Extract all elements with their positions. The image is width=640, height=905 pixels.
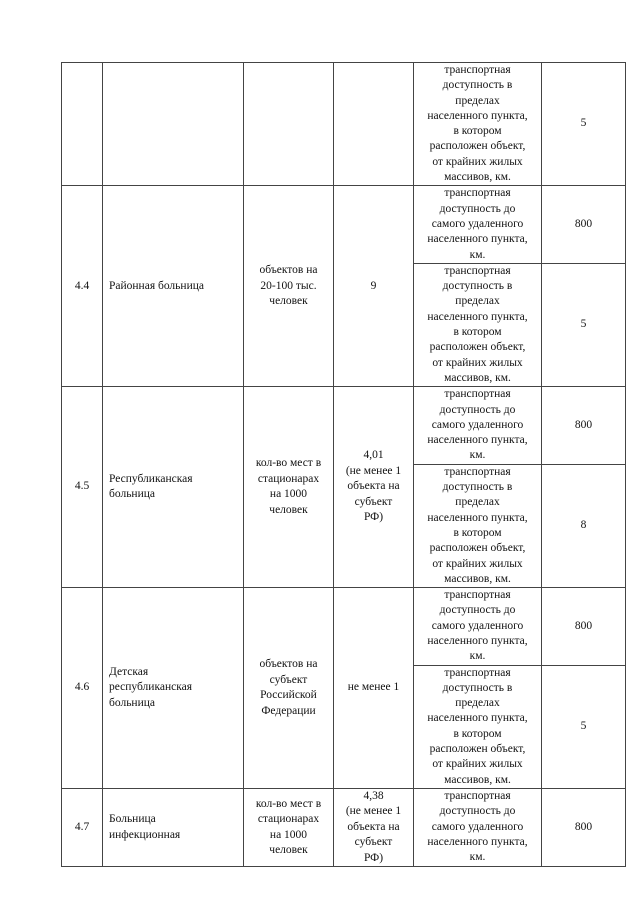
cell-number: 4.7 <box>62 788 103 867</box>
table-row <box>62 63 626 186</box>
cell-value: 8 <box>542 464 626 587</box>
cell-unit: кол-во мест в стационарах на 1000 человек <box>244 387 334 588</box>
cell-unit <box>244 63 334 186</box>
cell-norm: 4,38 (не менее 1 объекта на субъект РФ) <box>334 788 414 867</box>
cell-number <box>62 63 103 186</box>
cell-name: Республиканская больница <box>103 387 244 588</box>
cell-name: Детская республиканская больница <box>103 588 244 789</box>
cell-criterion: транспортная доступность до самого удаленного населенного пункта, км. <box>414 788 542 867</box>
cell-unit: объектов на 20-100 тыс. человек <box>244 186 334 387</box>
cell-norm <box>334 63 414 186</box>
cell-criterion: транспортная доступность в пределах населенного пункта, в котором расположен объект, от крайних жилых массивов, км. <box>414 464 542 587</box>
cell-unit: объектов на субъект Российской Федерации <box>244 588 334 789</box>
cell-criterion: транспортная доступность в пределах населенного пункта, в котором расположен объект, от крайних жилых массивов, км. <box>414 665 542 788</box>
cell-name: Районная больница <box>103 186 244 387</box>
table-row <box>62 387 626 464</box>
cell-criterion: транспортная доступность в пределах населенного пункта, в котором расположен объект, от крайних жилых массивов, км. <box>414 263 542 386</box>
cell-value: 5 <box>542 263 626 386</box>
cell-criterion: транспортная доступность до самого удаленного населенного пункта, км. <box>414 588 542 665</box>
cell-number: 4.4 <box>62 186 103 387</box>
cell-criterion: транспортная доступность в пределах населенного пункта, в котором расположен объект, от крайних жилых массивов, км. <box>414 63 542 186</box>
normatives-table <box>61 62 626 867</box>
table-row <box>62 186 626 263</box>
cell-value: 800 <box>542 588 626 665</box>
cell-value: 800 <box>542 186 626 263</box>
cell-norm: не менее 1 <box>334 588 414 789</box>
cell-norm: 4,01 (не менее 1 объекта на субъект РФ) <box>334 387 414 588</box>
cell-value: 5 <box>542 63 626 186</box>
cell-number: 4.6 <box>62 588 103 789</box>
cell-criterion: транспортная доступность до самого удаленного населенного пункта, км. <box>414 186 542 263</box>
cell-value: 800 <box>542 387 626 464</box>
cell-number: 4.5 <box>62 387 103 588</box>
cell-unit: кол-во мест в стационарах на 1000 человек <box>244 788 334 867</box>
cell-name <box>103 63 244 186</box>
cell-value: 800 <box>542 788 626 867</box>
cell-norm: 9 <box>334 186 414 387</box>
cell-name: Больница инфекционная <box>103 788 244 867</box>
table-row <box>62 588 626 665</box>
cell-value: 5 <box>542 665 626 788</box>
table-row <box>62 788 626 867</box>
cell-criterion: транспортная доступность до самого удаленного населенного пункта, км. <box>414 387 542 464</box>
